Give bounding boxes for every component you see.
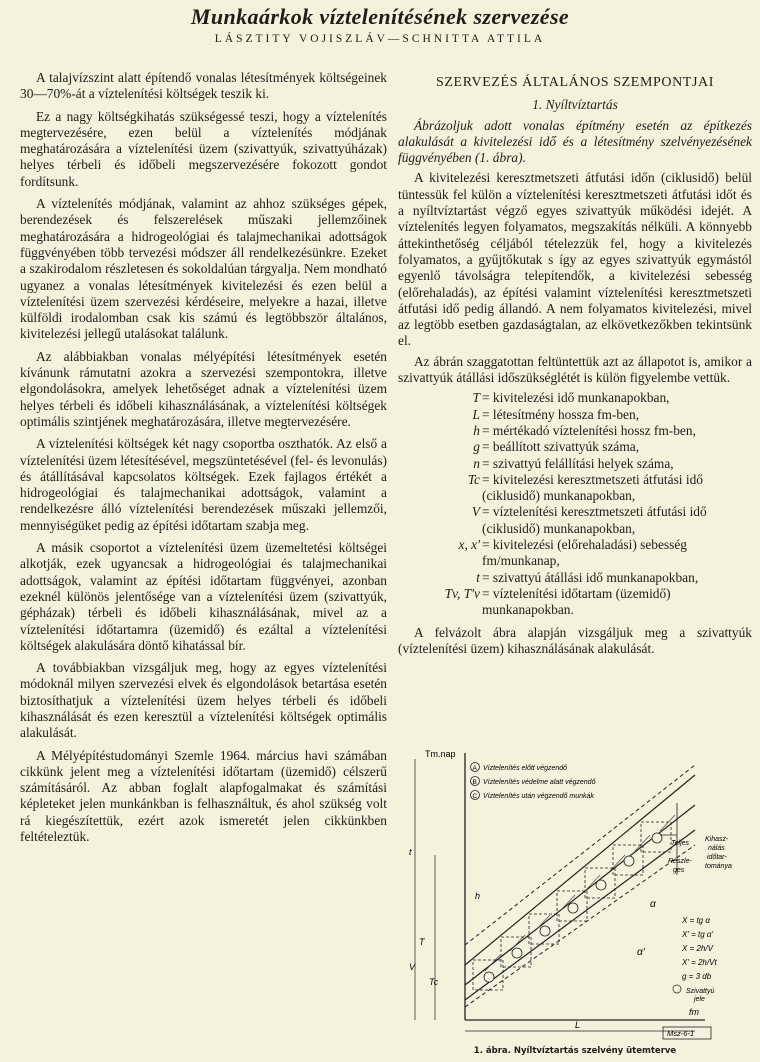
label-idotar: időtar- [707,854,727,861]
label-kihasz: Kihasz- [705,836,729,843]
label-ges: ges [673,867,685,874]
paragraph: A víztelenítési költségek két nagy csoportba oszthatók. Az első a víztelenítési üzem létesítésével, megszüntetésével (fel- és levonulás) és átállításával kapcsolatos költségek. Ezek fajlagos értékét a hidrogeológiai és talajmechanikai adottságok, valamint a rendelkezésre álló víztelenítési berendezések műszaki jellemzői, mennyiségüket pedig az építési időtartam szabja meg. [20,436,387,533]
definition-row [398,537,752,570]
paragraph: Az ábrán szaggatottan feltüntettük azt az állapotot is, amikor a szivattyúk átállási időszükséglétét is külön figyelembe vettük. [398,353,752,386]
label-V: V [409,962,416,972]
definition-text: = szivattyú felállítási helyek száma, [482,455,674,471]
label-teljes: Teljes [671,840,690,847]
angle-alpha: α [650,899,656,910]
definition-text: = kivitelezési (előrehaladási) sebesség fm/munkanap, [482,537,687,569]
definition-row [398,472,752,505]
paragraph: A továbbiakban vizsgáljuk meg, hogy az egyes víztelenítési módoknál milyen szervezési elvek és elgondolások betartása esetén biztosíthatjuk a víztelenítési üzem helyes térbeli és időbeli kihasználását és ezen keresztül a víztelenítési költségek optimális alakulását. [20,660,387,741]
figure-reference: Msz-6-1 [667,1029,695,1038]
definition-symbol: V [471,504,480,520]
formula: X' = 2h/Vt [682,958,717,967]
abstract-paragraph: Ábrázoljuk adott vonalas építmény esetén az építkezés alakulását a kivitelezési idő és a létesítmény szelvényezésének függvényében (1. ábra). [398,117,752,166]
paragraph: A kivitelezési keresztmetszeti átfutási időn (ciklusidő) belül tüntessük fel külön a víztelenítési keresztmetszeti átfutási időt és a nyíltvíztartást végző egyes szivattyúk működési idejét. A víztelenítés legyen folyamatos, megszakítás nélküli. A könnyebb áttekinthetőség céljából tételezzük fel, hogy a kivitelezés folyamatos, a gyűjtőkutak s így az egyes szivattyúk egymástól egyenlő távolságra telepítendők, a kivitelezési sebesség (előrehaladás), az építési valamint víztelenítési keresztmetszeti átfutási idő pedig állandó. A nem folyamatos kivitelezési, mivel az legtöbb esetben gazdaságtalan, az elkövetkezőkben tekintsünk el. [398,170,752,349]
paragraph: Ez a nagy költségkihatás szükségessé teszi, hogy a víztelenítés megtervezésére, ezen belül a víztelenítés módjának meghatározására a víztelenítési üzem (szivattyúk, szivattyúházak) helyes térbeli és időbeli megszervezésére fokozott gondot fordítsunk. [20,108,387,189]
paragraph: A másik csoportot a víztelenítési üzem üzemeltetési költségei alkotják, ezek ugyancsak a hidrogeológiai és talajmechanikai adottságok, valamint az építési időtartam függvényei, azonban ezeknél különös jelentősége van a víztelenítési üzem (szivattyúk, gépházak) térbeli és időbeli kihasználásának, mivel az a víztelenítési időtartamra (üzemidő) és ezáltal a víztelenítési költségek alakulására döntő kihatással bír. [20,540,387,653]
formula: X = 2h/V [682,944,713,953]
label-nalas: nálás [708,845,725,852]
legend-key: A [472,765,477,772]
definition-text: = beállított szivattyúk száma, [482,439,640,455]
label-tomanya: tománya [705,863,732,870]
definition-symbol: n [473,455,480,471]
definition-text: = létesítmény hossza fm-ben, [482,406,640,422]
label-t: t [409,847,412,857]
figure-1 [405,745,745,1045]
definition-text: = víztelenítési időtartam (üzemidő) munkanapokban. [482,585,671,618]
formula: X = tg α [682,916,710,925]
definition-symbol: t [476,569,480,585]
definition-text: = mértékadó víztelenítési hossz fm-ben, [482,422,696,438]
formula: g = 3 db [682,972,712,981]
y-axis-label: Tm.nap [425,749,456,759]
symbol-definitions [398,390,752,618]
definition-symbol: T [472,390,480,406]
right-column [398,75,752,661]
definition-row [398,439,752,455]
definition-symbol: Tv, T'v [444,585,480,601]
definition-symbol: L [472,406,480,422]
definition-row [398,390,752,406]
pump-label: Szivattyú [686,988,715,995]
definition-symbol: h [473,422,480,438]
left-column [20,70,387,851]
label-reszle: Részle- [668,858,692,865]
paragraph: A felvázolt ábra alapján vizsgáljuk meg a szivattyúk (víztelenítési üzem) kihasználásának alakulását. [398,624,752,656]
paragraph: A Mélyépítéstudományi Szemle 1964. március havi számában cikkünk jelent meg a víztelenítési időtartam (üzemidő) célszerű számításáról. Az abban foglalt alapfogalmakat és számítási képleteket jelen munkánkban is felhasználtuk, és ahol szükség volt rá kiegészítettük, ezért azok ismeretét jelen cikkünkben feltételeztük. [20,747,387,845]
paragraph: A víztelenítés módjának, valamint az ahhoz szükséges gépek, berendezések és felszerelések műszaki jellemzőinek meghatározására a hidrogeológiai és talajmechanikai adottságok függvényében több tervezési módszer áll rendelkezésünkre. Ezeket a szakirodalom részletesen és sokoldalúan tárgyalja. Nem mondható ugyanez a vonalas létesítmények kivitelezési és ezen belül a víztelenítési üzem szervezési kérdéseire, melyekre a hazai, illetve külföldi irodalomban csak kis számú és legtöbbször általános, kivitelezési jellegű utalásokat találunk. [20,196,387,342]
definition-text: = víztelenítési keresztmetszeti átfutási idő (ciklusidő) munkanapokban, [482,504,707,536]
figure-caption: 1. ábra. Nyíltvíztartás szelvény ütemterve [473,1046,677,1056]
article-title: Munkaárkok víztelenítésének szervezése [190,4,570,29]
definition-text: = kivitelezési idő munkanapokban, [482,390,670,406]
label-L: L [575,1020,581,1030]
legend-key: B [472,779,477,786]
subsection-title: 1. Nyíltvíztartás [532,97,618,113]
definition-text: = kivitelezési keresztmetszeti átfutási idő (ciklusidő) munkanapokban, [482,471,703,504]
definition-row [398,407,752,423]
x-axis-label: fm [689,1007,699,1017]
definition-row [398,504,752,537]
legend-key: C [472,793,478,800]
definition-row [398,423,752,439]
label-T: T [419,937,425,947]
definition-row [398,456,752,472]
legend-text: Víztelenítés után végzendő munkák [483,793,594,800]
legend-text: Víztelenítés előtt végzendő [483,765,568,772]
angle-alpha-prime: α' [637,947,645,958]
label-Tc: Tc [429,977,439,987]
section-title: SZERVEZÉS ÁLTALÁNOS SZEMPONTJAI [436,75,714,90]
definition-row [398,586,752,619]
formula: X' = tg α' [682,930,713,939]
definition-symbol: g [473,439,480,455]
paragraph: Az alábbiakban vonalas mélyépítési létesítmények esetén kívánunk rámutatni azokra a szervezési szempontokra, illetve elgondolásokra, amelyek lehetőséget adnak a víztelenítési üzem helyes térbeli és időbeli kihasználásának, a víztelenítési költségek optimális szintjének meghatározására, illetve megtervezésére. [20,348,387,429]
label-h: h [475,891,481,901]
definition-symbol: Tc [467,471,480,487]
definition-symbol: x, x' [458,537,480,553]
legend-text: Víztelenítés védelme alatt végzendő [483,779,596,786]
definition-row [398,570,752,586]
pump-label-2: jele [694,996,705,1003]
paragraph: A talajvízszint alatt építendő vonalas létesítmények költségeinek 30—70%-át a víztelenítési költségek teszik ki. [20,70,387,102]
article-authors: LÁSZTITY VOJISZLÁV—SCHNITTA ATTILA [214,33,546,45]
definition-text: = szivattyú átállási idő munkanapokban, [482,569,699,585]
schedule-diagram [405,745,745,1045]
